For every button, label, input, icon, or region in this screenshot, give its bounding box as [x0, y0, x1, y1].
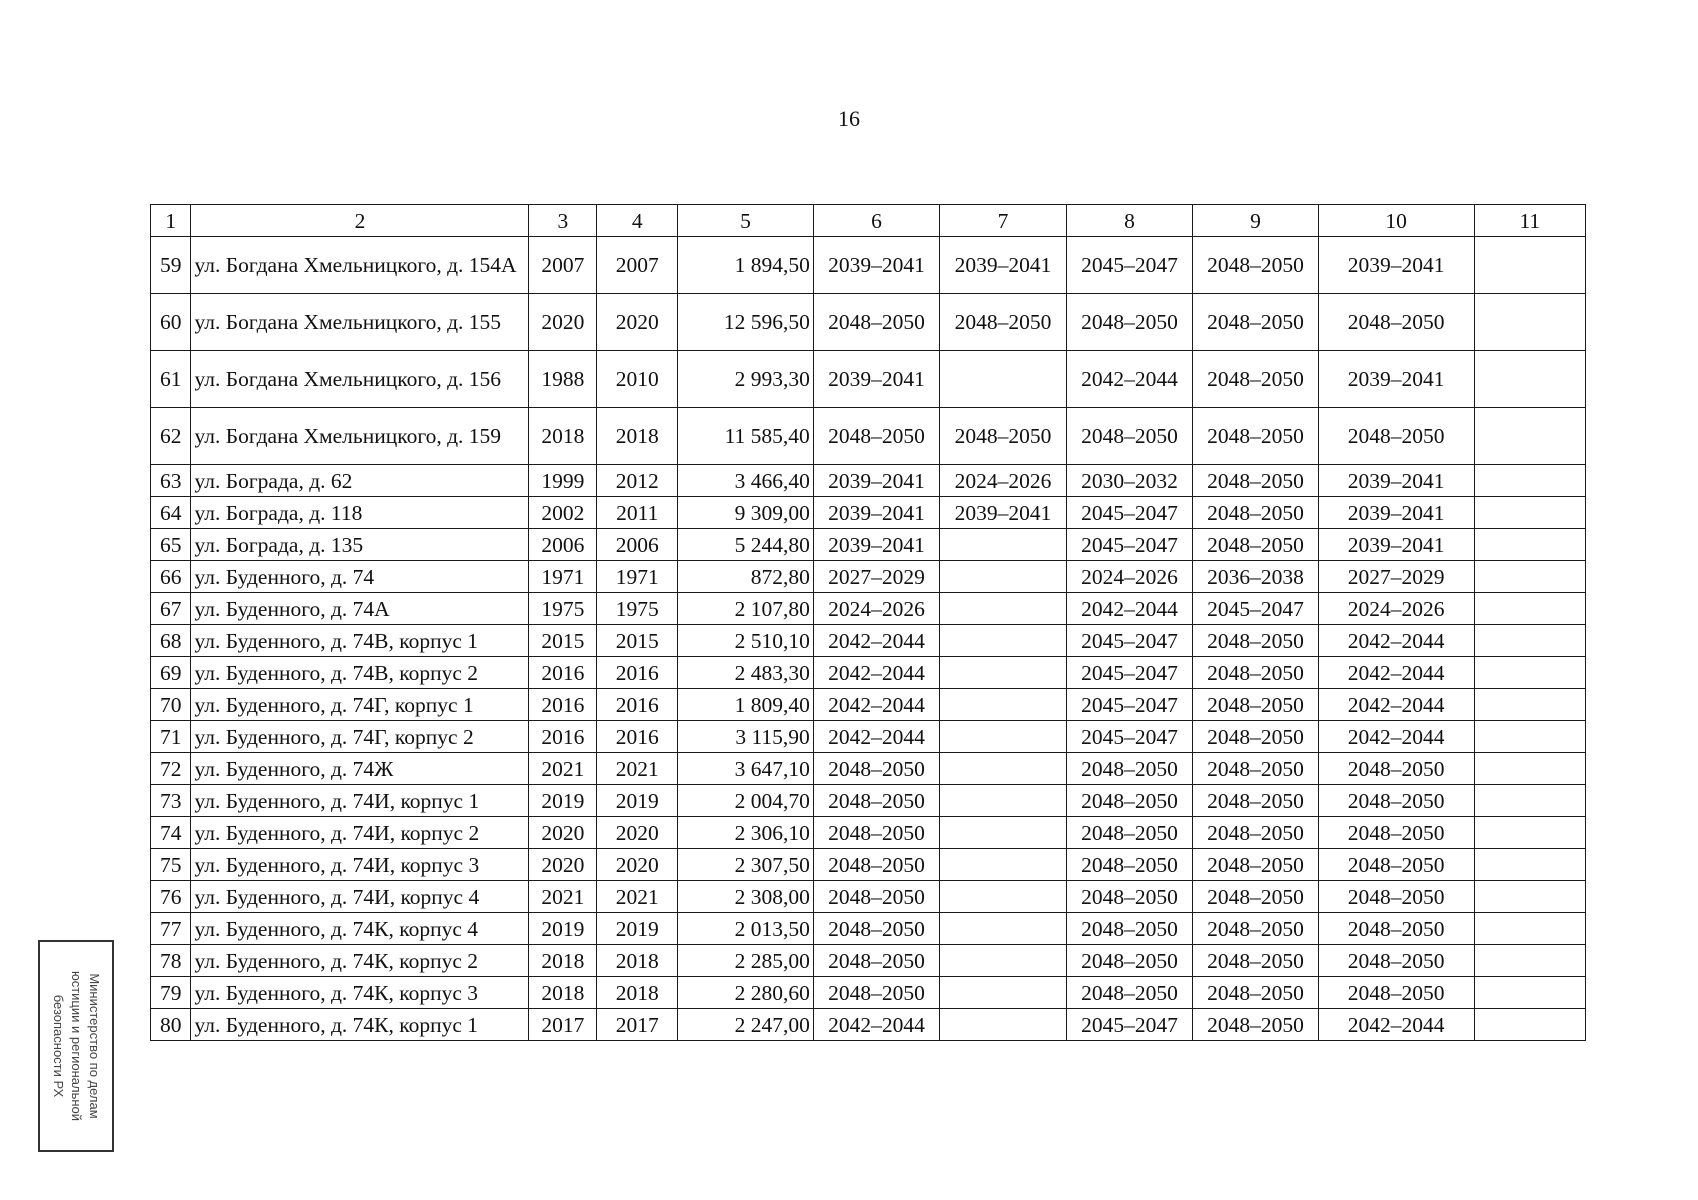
col6-cell: 2042–2044: [813, 625, 939, 657]
table-row: [151, 408, 1586, 465]
col5-cell: 3 647,10: [678, 753, 814, 785]
col8-cell: 2048–2050: [1066, 753, 1192, 785]
table-row: [151, 529, 1586, 561]
col8-cell: 2048–2050: [1066, 945, 1192, 977]
table-row: [151, 785, 1586, 817]
col6-cell: 2039–2041: [813, 529, 939, 561]
col3-cell: 2015: [529, 625, 597, 657]
col3-cell: 2016: [529, 721, 597, 753]
col11-cell: [1474, 881, 1585, 913]
col7-cell: [940, 561, 1066, 593]
col6-cell: 2039–2041: [813, 465, 939, 497]
address-cell: ул. Буденного, д. 74Г, корпус 2: [191, 721, 529, 753]
address-cell: ул. Буденного, д. 74Г, корпус 1: [191, 689, 529, 721]
col5-cell: 2 280,60: [678, 977, 814, 1009]
col6-cell: 2027–2029: [813, 561, 939, 593]
col5-cell: 2 307,50: [678, 849, 814, 881]
table-row: [151, 237, 1586, 294]
col7-cell: [940, 849, 1066, 881]
col11-cell: [1474, 817, 1585, 849]
col10-cell: 2048–2050: [1318, 913, 1474, 945]
table-row: [151, 913, 1586, 945]
col3-cell: 2020: [529, 849, 597, 881]
row-number-cell: 73: [151, 785, 191, 817]
registration-stamp: [38, 940, 114, 1152]
col7-cell: [940, 753, 1066, 785]
address-cell: ул. Буденного, д. 74И, корпус 3: [191, 849, 529, 881]
col9-cell: 2048–2050: [1193, 817, 1318, 849]
col3-cell: 1988: [529, 351, 597, 408]
col3-cell: 2007: [529, 237, 597, 294]
col8-cell: 2045–2047: [1066, 625, 1192, 657]
col11-cell: [1474, 497, 1585, 529]
col10-cell: 2048–2050: [1318, 881, 1474, 913]
address-cell: ул. Буденного, д. 74К, корпус 2: [191, 945, 529, 977]
col7-cell: [940, 1009, 1066, 1041]
col8-cell: 2045–2047: [1066, 721, 1192, 753]
col5-cell: 1 809,40: [678, 689, 814, 721]
address-cell: ул. Буденного, д. 74В, корпус 1: [191, 625, 529, 657]
col3-cell: 2021: [529, 881, 597, 913]
col7-cell: [940, 625, 1066, 657]
address-cell: ул. Богдана Хмельницкого, д. 159: [191, 408, 529, 465]
col6-cell: 2039–2041: [813, 237, 939, 294]
col10-cell: 2039–2041: [1318, 465, 1474, 497]
address-cell: ул. Бограда, д. 62: [191, 465, 529, 497]
column-header-1: 1: [151, 205, 191, 237]
col4-cell: 2010: [597, 351, 678, 408]
row-number-cell: 63: [151, 465, 191, 497]
col11-cell: [1474, 657, 1585, 689]
col4-cell: 2018: [597, 977, 678, 1009]
row-number-cell: 74: [151, 817, 191, 849]
row-number-cell: 60: [151, 294, 191, 351]
col9-cell: 2048–2050: [1193, 913, 1318, 945]
col7-cell: [940, 351, 1066, 408]
col10-cell: 2039–2041: [1318, 497, 1474, 529]
col5-cell: 12 596,50: [678, 294, 814, 351]
col4-cell: 2020: [597, 849, 678, 881]
table-row: [151, 657, 1586, 689]
col10-cell: 2039–2041: [1318, 351, 1474, 408]
col7-cell: [940, 721, 1066, 753]
col8-cell: 2048–2050: [1066, 977, 1192, 1009]
col11-cell: [1474, 529, 1585, 561]
col10-cell: 2048–2050: [1318, 408, 1474, 465]
row-number-cell: 59: [151, 237, 191, 294]
row-number-cell: 62: [151, 408, 191, 465]
col10-cell: 2042–2044: [1318, 721, 1474, 753]
col9-cell: 2048–2050: [1193, 689, 1318, 721]
row-number-cell: 77: [151, 913, 191, 945]
col7-cell: 2039–2041: [940, 497, 1066, 529]
col7-cell: [940, 785, 1066, 817]
col5-cell: 2 308,00: [678, 881, 814, 913]
col10-cell: 2042–2044: [1318, 625, 1474, 657]
col11-cell: [1474, 977, 1585, 1009]
col6-cell: 2042–2044: [813, 721, 939, 753]
col8-cell: 2042–2044: [1066, 593, 1192, 625]
row-number-cell: 71: [151, 721, 191, 753]
address-cell: ул. Буденного, д. 74К, корпус 1: [191, 1009, 529, 1041]
col8-cell: 2048–2050: [1066, 294, 1192, 351]
col10-cell: 2048–2050: [1318, 849, 1474, 881]
row-number-cell: 78: [151, 945, 191, 977]
col10-cell: 2042–2044: [1318, 1009, 1474, 1041]
col10-cell: 2048–2050: [1318, 977, 1474, 1009]
col5-cell: 9 309,00: [678, 497, 814, 529]
col11-cell: [1474, 625, 1585, 657]
col6-cell: 2048–2050: [813, 817, 939, 849]
row-number-cell: 66: [151, 561, 191, 593]
col10-cell: 2048–2050: [1318, 753, 1474, 785]
row-number-cell: 80: [151, 1009, 191, 1041]
col3-cell: 2018: [529, 945, 597, 977]
col11-cell: [1474, 945, 1585, 977]
col10-cell: 2027–2029: [1318, 561, 1474, 593]
col8-cell: 2024–2026: [1066, 561, 1192, 593]
address-cell: ул. Буденного, д. 74К, корпус 3: [191, 977, 529, 1009]
col10-cell: 2048–2050: [1318, 785, 1474, 817]
col8-cell: 2045–2047: [1066, 237, 1192, 294]
col4-cell: 2018: [597, 408, 678, 465]
col4-cell: 2021: [597, 753, 678, 785]
data-table: [150, 204, 1586, 1041]
col7-cell: 2039–2041: [940, 237, 1066, 294]
stamp-line: Министерство по делам: [87, 973, 102, 1119]
row-number-cell: 69: [151, 657, 191, 689]
col9-cell: 2048–2050: [1193, 497, 1318, 529]
col9-cell: 2048–2050: [1193, 1009, 1318, 1041]
table-row: [151, 561, 1586, 593]
col11-cell: [1474, 561, 1585, 593]
address-cell: ул. Буденного, д. 74: [191, 561, 529, 593]
col7-cell: [940, 529, 1066, 561]
table-row: [151, 689, 1586, 721]
column-header-3: 3: [529, 205, 597, 237]
col5-cell: 2 107,80: [678, 593, 814, 625]
col6-cell: 2048–2050: [813, 785, 939, 817]
col9-cell: 2048–2050: [1193, 881, 1318, 913]
col9-cell: 2048–2050: [1193, 657, 1318, 689]
col6-cell: 2048–2050: [813, 408, 939, 465]
table-row: [151, 977, 1586, 1009]
col8-cell: 2042–2044: [1066, 351, 1192, 408]
col10-cell: 2024–2026: [1318, 593, 1474, 625]
col3-cell: 2018: [529, 408, 597, 465]
col7-cell: [940, 593, 1066, 625]
page-number: 16: [838, 106, 860, 131]
col6-cell: 2042–2044: [813, 657, 939, 689]
table-row: [151, 593, 1586, 625]
col8-cell: 2045–2047: [1066, 657, 1192, 689]
col8-cell: 2048–2050: [1066, 408, 1192, 465]
col7-cell: [940, 689, 1066, 721]
row-number-cell: 76: [151, 881, 191, 913]
col4-cell: 2006: [597, 529, 678, 561]
col4-cell: 2017: [597, 1009, 678, 1041]
column-header-10: 10: [1318, 205, 1474, 237]
col4-cell: 2019: [597, 913, 678, 945]
table-row: [151, 849, 1586, 881]
col7-cell: [940, 657, 1066, 689]
col11-cell: [1474, 237, 1585, 294]
col4-cell: 2020: [597, 817, 678, 849]
col5-cell: 872,80: [678, 561, 814, 593]
col4-cell: 2015: [597, 625, 678, 657]
col6-cell: 2042–2044: [813, 689, 939, 721]
column-header-7: 7: [940, 205, 1066, 237]
table-row: [151, 721, 1586, 753]
col3-cell: 2016: [529, 689, 597, 721]
col8-cell: 2045–2047: [1066, 1009, 1192, 1041]
stamp-line: юстиции и региональной: [69, 970, 84, 1122]
table-row: [151, 753, 1586, 785]
col11-cell: [1474, 408, 1585, 465]
col11-cell: [1474, 294, 1585, 351]
col4-cell: 2012: [597, 465, 678, 497]
col4-cell: 2016: [597, 689, 678, 721]
col6-cell: 2048–2050: [813, 913, 939, 945]
table-row: [151, 351, 1586, 408]
col7-cell: 2048–2050: [940, 408, 1066, 465]
col3-cell: 2006: [529, 529, 597, 561]
col6-cell: 2048–2050: [813, 881, 939, 913]
col3-cell: 1975: [529, 593, 597, 625]
col10-cell: 2042–2044: [1318, 689, 1474, 721]
col3-cell: 1971: [529, 561, 597, 593]
col4-cell: 2016: [597, 721, 678, 753]
col7-cell: 2024–2026: [940, 465, 1066, 497]
col3-cell: 2019: [529, 913, 597, 945]
row-number-cell: 75: [151, 849, 191, 881]
col11-cell: [1474, 785, 1585, 817]
col8-cell: 2048–2050: [1066, 881, 1192, 913]
col8-cell: 2048–2050: [1066, 849, 1192, 881]
col9-cell: 2048–2050: [1193, 977, 1318, 1009]
stamp-line: безопасности РХ: [51, 994, 66, 1098]
table-row: [151, 1009, 1586, 1041]
column-header-9: 9: [1193, 205, 1318, 237]
address-cell: ул. Буденного, д. 74И, корпус 4: [191, 881, 529, 913]
col9-cell: 2048–2050: [1193, 753, 1318, 785]
col9-cell: 2048–2050: [1193, 237, 1318, 294]
address-cell: ул. Буденного, д. 74В, корпус 2: [191, 657, 529, 689]
col8-cell: 2045–2047: [1066, 497, 1192, 529]
col5-cell: 2 483,30: [678, 657, 814, 689]
col5-cell: 2 285,00: [678, 945, 814, 977]
address-cell: ул. Буденного, д. 74К, корпус 4: [191, 913, 529, 945]
col11-cell: [1474, 465, 1585, 497]
col6-cell: 2048–2050: [813, 753, 939, 785]
address-cell: ул. Буденного, д. 74А: [191, 593, 529, 625]
col5-cell: 3 115,90: [678, 721, 814, 753]
col8-cell: 2045–2047: [1066, 689, 1192, 721]
col5-cell: 2 993,30: [678, 351, 814, 408]
address-cell: ул. Бограда, д. 118: [191, 497, 529, 529]
col3-cell: 2020: [529, 294, 597, 351]
col7-cell: 2048–2050: [940, 294, 1066, 351]
col4-cell: 2018: [597, 945, 678, 977]
col6-cell: 2039–2041: [813, 351, 939, 408]
table-row: [151, 497, 1586, 529]
col9-cell: 2048–2050: [1193, 465, 1318, 497]
address-cell: ул. Буденного, д. 74И, корпус 2: [191, 817, 529, 849]
column-header-8: 8: [1066, 205, 1192, 237]
col5-cell: 11 585,40: [678, 408, 814, 465]
stamp-text: [49, 946, 103, 1146]
col7-cell: [940, 817, 1066, 849]
col9-cell: 2048–2050: [1193, 945, 1318, 977]
col4-cell: 1975: [597, 593, 678, 625]
column-header-4: 4: [597, 205, 678, 237]
col10-cell: 2039–2041: [1318, 529, 1474, 561]
table-row: [151, 294, 1586, 351]
col6-cell: 2048–2050: [813, 849, 939, 881]
col11-cell: [1474, 1009, 1585, 1041]
table-body: [151, 237, 1586, 1041]
table-row: [151, 625, 1586, 657]
col4-cell: 2016: [597, 657, 678, 689]
col8-cell: 2045–2047: [1066, 529, 1192, 561]
address-cell: ул. Богдана Хмельницкого, д. 155: [191, 294, 529, 351]
col9-cell: 2048–2050: [1193, 529, 1318, 561]
col9-cell: 2048–2050: [1193, 849, 1318, 881]
col10-cell: 2048–2050: [1318, 294, 1474, 351]
col10-cell: 2042–2044: [1318, 657, 1474, 689]
col8-cell: 2048–2050: [1066, 785, 1192, 817]
column-header-6: 6: [813, 205, 939, 237]
col4-cell: 2019: [597, 785, 678, 817]
col10-cell: 2048–2050: [1318, 817, 1474, 849]
col8-cell: 2048–2050: [1066, 817, 1192, 849]
col4-cell: 2021: [597, 881, 678, 913]
col11-cell: [1474, 913, 1585, 945]
col7-cell: [940, 913, 1066, 945]
col6-cell: 2024–2026: [813, 593, 939, 625]
col4-cell: 1971: [597, 561, 678, 593]
table-row: [151, 945, 1586, 977]
col11-cell: [1474, 721, 1585, 753]
col3-cell: 2020: [529, 817, 597, 849]
header-row: [151, 205, 1586, 237]
col3-cell: 2016: [529, 657, 597, 689]
col8-cell: 2048–2050: [1066, 913, 1192, 945]
address-cell: ул. Богдана Хмельницкого, д. 154А: [191, 237, 529, 294]
col3-cell: 2019: [529, 785, 597, 817]
col9-cell: 2048–2050: [1193, 408, 1318, 465]
column-header-2: 2: [191, 205, 529, 237]
col11-cell: [1474, 689, 1585, 721]
col7-cell: [940, 881, 1066, 913]
table-row: [151, 881, 1586, 913]
col5-cell: 2 247,00: [678, 1009, 814, 1041]
col10-cell: 2039–2041: [1318, 237, 1474, 294]
col9-cell: 2048–2050: [1193, 294, 1318, 351]
col7-cell: [940, 977, 1066, 1009]
col10-cell: 2048–2050: [1318, 945, 1474, 977]
col6-cell: 2048–2050: [813, 945, 939, 977]
row-number-cell: 67: [151, 593, 191, 625]
column-header-11: 11: [1474, 205, 1585, 237]
col3-cell: 1999: [529, 465, 597, 497]
row-number-cell: 70: [151, 689, 191, 721]
table-row: [151, 465, 1586, 497]
col6-cell: 2039–2041: [813, 497, 939, 529]
col3-cell: 2017: [529, 1009, 597, 1041]
col4-cell: 2007: [597, 237, 678, 294]
col9-cell: 2048–2050: [1193, 721, 1318, 753]
address-cell: ул. Буденного, д. 74Ж: [191, 753, 529, 785]
col3-cell: 2002: [529, 497, 597, 529]
col5-cell: 2 306,10: [678, 817, 814, 849]
col9-cell: 2048–2050: [1193, 351, 1318, 408]
col11-cell: [1474, 593, 1585, 625]
col11-cell: [1474, 849, 1585, 881]
col9-cell: 2045–2047: [1193, 593, 1318, 625]
col6-cell: 2048–2050: [813, 294, 939, 351]
col5-cell: 1 894,50: [678, 237, 814, 294]
row-number-cell: 68: [151, 625, 191, 657]
row-number-cell: 61: [151, 351, 191, 408]
table-row: [151, 817, 1586, 849]
col4-cell: 2020: [597, 294, 678, 351]
col5-cell: 3 466,40: [678, 465, 814, 497]
col5-cell: 2 013,50: [678, 913, 814, 945]
col6-cell: 2048–2050: [813, 977, 939, 1009]
row-number-cell: 79: [151, 977, 191, 1009]
row-number-cell: 65: [151, 529, 191, 561]
col5-cell: 2 004,70: [678, 785, 814, 817]
column-header-5: 5: [678, 205, 814, 237]
col11-cell: [1474, 351, 1585, 408]
address-cell: ул. Богдана Хмельницкого, д. 156: [191, 351, 529, 408]
col8-cell: 2030–2032: [1066, 465, 1192, 497]
col6-cell: 2042–2044: [813, 1009, 939, 1041]
col3-cell: 2018: [529, 977, 597, 1009]
col9-cell: 2036–2038: [1193, 561, 1318, 593]
col9-cell: 2048–2050: [1193, 785, 1318, 817]
col9-cell: 2048–2050: [1193, 625, 1318, 657]
row-number-cell: 72: [151, 753, 191, 785]
col3-cell: 2021: [529, 753, 597, 785]
address-cell: ул. Буденного, д. 74И, корпус 1: [191, 785, 529, 817]
col4-cell: 2011: [597, 497, 678, 529]
col5-cell: 2 510,10: [678, 625, 814, 657]
col11-cell: [1474, 753, 1585, 785]
col7-cell: [940, 945, 1066, 977]
address-cell: ул. Бограда, д. 135: [191, 529, 529, 561]
row-number-cell: 64: [151, 497, 191, 529]
col5-cell: 5 244,80: [678, 529, 814, 561]
